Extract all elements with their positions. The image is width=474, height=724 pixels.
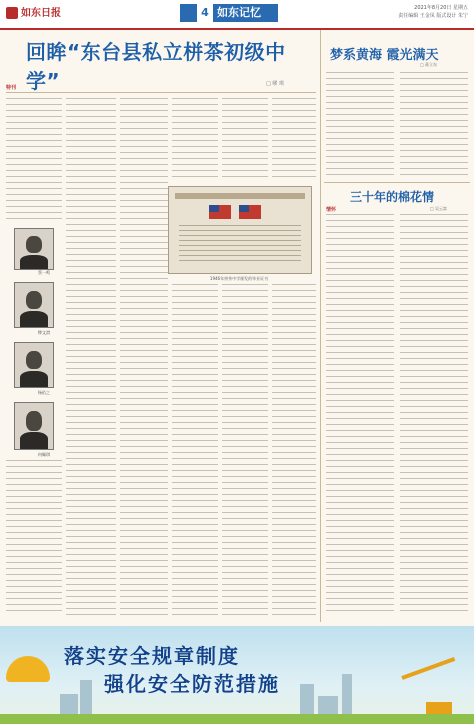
- page-header: [0, 0, 474, 30]
- essay-title: 三十年的棉花情: [350, 190, 435, 204]
- article-title: 回眸“东台县私立栟茶初级中学”: [26, 40, 286, 93]
- poem-body-col2: [400, 72, 468, 178]
- article-body-col6-bottom: [272, 284, 316, 616]
- essay-body-col1: [326, 214, 394, 616]
- excavator-icon: [402, 676, 458, 716]
- banner-line-2: 强化安全防范措施: [104, 672, 280, 696]
- header-meta: [398, 4, 468, 20]
- section-number: 4: [197, 4, 213, 22]
- poem-body-col1: [326, 72, 394, 178]
- article-author: □ 缪 琪: [266, 81, 284, 87]
- poem-title: 梦系黄海 霞光满天: [330, 48, 439, 63]
- portrait-caption-4: 何佩琪: [38, 452, 50, 457]
- poem-author: □ 蒋立东: [420, 62, 438, 67]
- article-tag: 特刊: [6, 85, 17, 91]
- poem-rule: [324, 182, 470, 183]
- article-body-col3: [120, 98, 168, 616]
- logo-text: 如东日报: [21, 8, 61, 19]
- portrait-photo-4: [14, 402, 54, 450]
- essay-body-col2: [400, 214, 468, 616]
- article-body-col4-top: [172, 98, 218, 182]
- article-body-col1-lower: [6, 460, 62, 616]
- banner-grass: [0, 714, 474, 724]
- portrait-photo-3: [14, 342, 54, 388]
- diploma-photo: [168, 186, 312, 274]
- diploma-caption: 1946年栟茶中学颁发的毕业证书: [209, 276, 269, 281]
- article-body-col2: [66, 98, 116, 616]
- section-title: [180, 4, 278, 22]
- article-body-col5-bottom: [222, 284, 268, 616]
- safety-banner: [0, 626, 474, 724]
- safety-helmet-icon: [6, 656, 50, 682]
- section-title-text: 如东记忆: [217, 6, 261, 19]
- column-divider: [320, 30, 321, 622]
- article-body-col5-top: [222, 98, 268, 182]
- portrait-photo-2: [14, 282, 54, 328]
- newspaper-logo: [6, 4, 61, 19]
- essay-author: □ 吴云富: [430, 206, 448, 211]
- article-rule: [6, 92, 316, 93]
- flag-icon: [239, 205, 261, 219]
- banner-line-1: 落实安全规章制度: [64, 644, 240, 668]
- essay-tag: 情怀: [326, 207, 337, 213]
- header-editors: 责任编辑 王金凤 版式设计 朱宁: [398, 13, 468, 19]
- portrait-caption-3: 杨佑之: [38, 390, 50, 395]
- portrait-photo-1: [14, 228, 54, 270]
- article-body-col4-bottom: [172, 284, 218, 616]
- article-body-col6-top: [272, 98, 316, 182]
- article-body-col1: [6, 98, 62, 224]
- logo-icon: [6, 7, 18, 19]
- flag-icon: [209, 205, 231, 219]
- header-date: 2021年8月20日 星期五: [414, 5, 468, 11]
- portrait-caption-2: 缪文渭: [38, 330, 50, 335]
- portrait-caption-1: 蔡一鸣: [38, 270, 50, 275]
